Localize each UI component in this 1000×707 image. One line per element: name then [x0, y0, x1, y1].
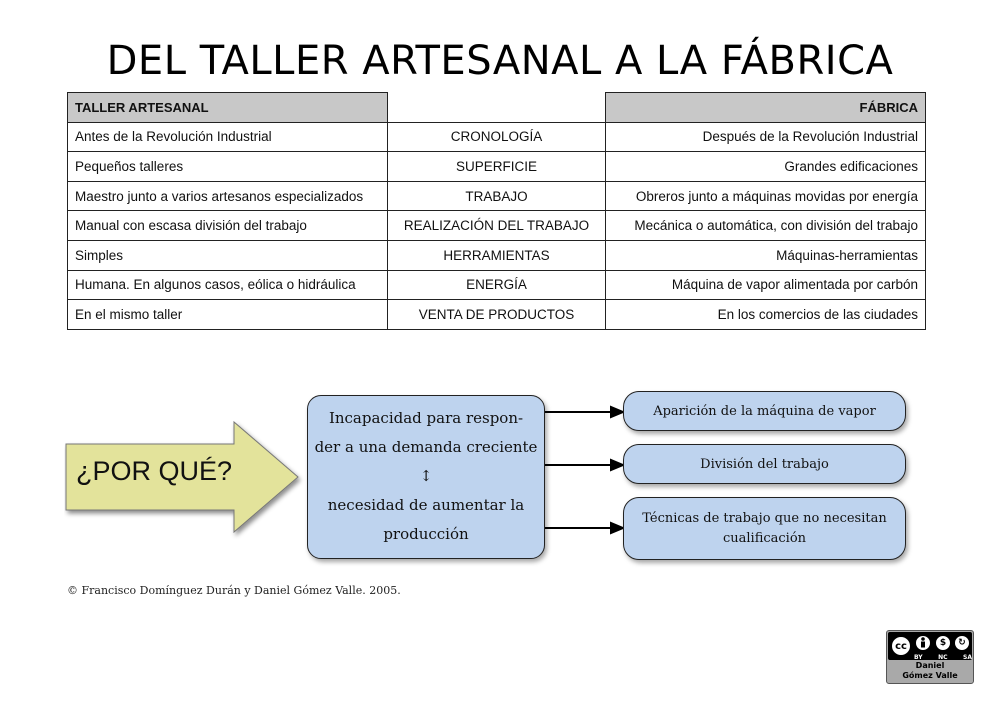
- table-row: [68, 240, 926, 270]
- license-tag: NC: [938, 654, 948, 661]
- license-icon-strip: [888, 632, 972, 660]
- arrowhead-icon: [611, 460, 623, 470]
- table-row: [68, 300, 926, 330]
- license-author: [887, 661, 973, 681]
- table-header-row: [68, 93, 926, 123]
- cell-fabrica: Máquinas-herramientas: [606, 240, 926, 270]
- cell-taller: Simples: [68, 240, 388, 270]
- cause-box: [307, 395, 545, 559]
- table-row: [68, 181, 926, 211]
- table-row: [68, 270, 926, 300]
- cell-taller: En el mismo taller: [68, 300, 388, 330]
- cell-aspect: HERRAMIENTAS: [388, 240, 606, 270]
- license-tag: BY: [914, 654, 923, 661]
- arrowhead-icon: [611, 407, 623, 417]
- license-author-line: Gómez Valle: [902, 671, 958, 680]
- cell-aspect: SUPERFICIE: [388, 152, 606, 182]
- license-tag: SA: [963, 654, 972, 661]
- why-label: ¿POR QUÉ?: [76, 456, 233, 486]
- sa-icon: ↻: [953, 634, 971, 652]
- table-row: [68, 152, 926, 182]
- cell-aspect: VENTA DE PRODUCTOS: [388, 300, 606, 330]
- cell-fabrica: Mecánica o automática, con división del trabajo: [606, 211, 926, 241]
- effect-box: Técnicas de trabajo que no necesitan cualificación: [623, 497, 906, 560]
- up-down-arrow-icon: ↕: [419, 467, 433, 485]
- cc-license-badge: [886, 630, 974, 684]
- table-row: [68, 122, 926, 152]
- arrowhead-icon: [611, 523, 623, 533]
- cause-line: Incapacidad para respon-: [328, 409, 524, 427]
- cell-taller: Manual con escasa división del trabajo: [68, 211, 388, 241]
- cell-aspect: ENERGÍA: [388, 270, 606, 300]
- header-blank: [388, 93, 606, 123]
- cell-taller: Pequeños talleres: [68, 152, 388, 182]
- cell-fabrica: Grandes edificaciones: [606, 152, 926, 182]
- cause-line: necesidad de aumentar la: [327, 496, 525, 514]
- cc-icon: cc: [890, 635, 912, 657]
- license-tags: [914, 654, 972, 661]
- cell-fabrica: Obreros junto a máquinas movidas por energía: [606, 181, 926, 211]
- page-title: DEL TALLER ARTESANAL A LA FÁBRICA: [106, 38, 894, 84]
- cell-aspect: TRABAJO: [388, 181, 606, 211]
- header-fabrica: FÁBRICA: [606, 93, 926, 123]
- cell-fabrica: En los comercios de las ciudades: [606, 300, 926, 330]
- cell-aspect: REALIZACIÓN DEL TRABAJO: [388, 211, 606, 241]
- by-icon: [914, 634, 932, 652]
- copyright-credit: © Francisco Domínguez Durán y Daniel Gómez Valle. 2005.: [67, 584, 401, 597]
- cause-line: der a una demanda creciente: [314, 438, 538, 456]
- cell-aspect: CRONOLOGÍA: [388, 122, 606, 152]
- header-taller: TALLER ARTESANAL: [68, 93, 388, 123]
- cell-taller: Antes de la Revolución Industrial: [68, 122, 388, 152]
- connector-arrows: [545, 400, 625, 540]
- cell-fabrica: Después de la Revolución Industrial: [606, 122, 926, 152]
- effect-box: División del trabajo: [623, 444, 906, 484]
- effect-box: Aparición de la máquina de vapor: [623, 391, 906, 431]
- comparison-table: [67, 92, 926, 330]
- cell-taller: Maestro junto a varios artesanos especializados: [68, 181, 388, 211]
- nc-icon: $: [934, 634, 952, 652]
- cause-line: producción: [383, 525, 469, 543]
- license-author-line: Daniel: [915, 661, 945, 670]
- table-row: [68, 211, 926, 241]
- cell-taller: Humana. En algunos casos, eólica o hidráulica: [68, 270, 388, 300]
- cell-fabrica: Máquina de vapor alimentada por carbón: [606, 270, 926, 300]
